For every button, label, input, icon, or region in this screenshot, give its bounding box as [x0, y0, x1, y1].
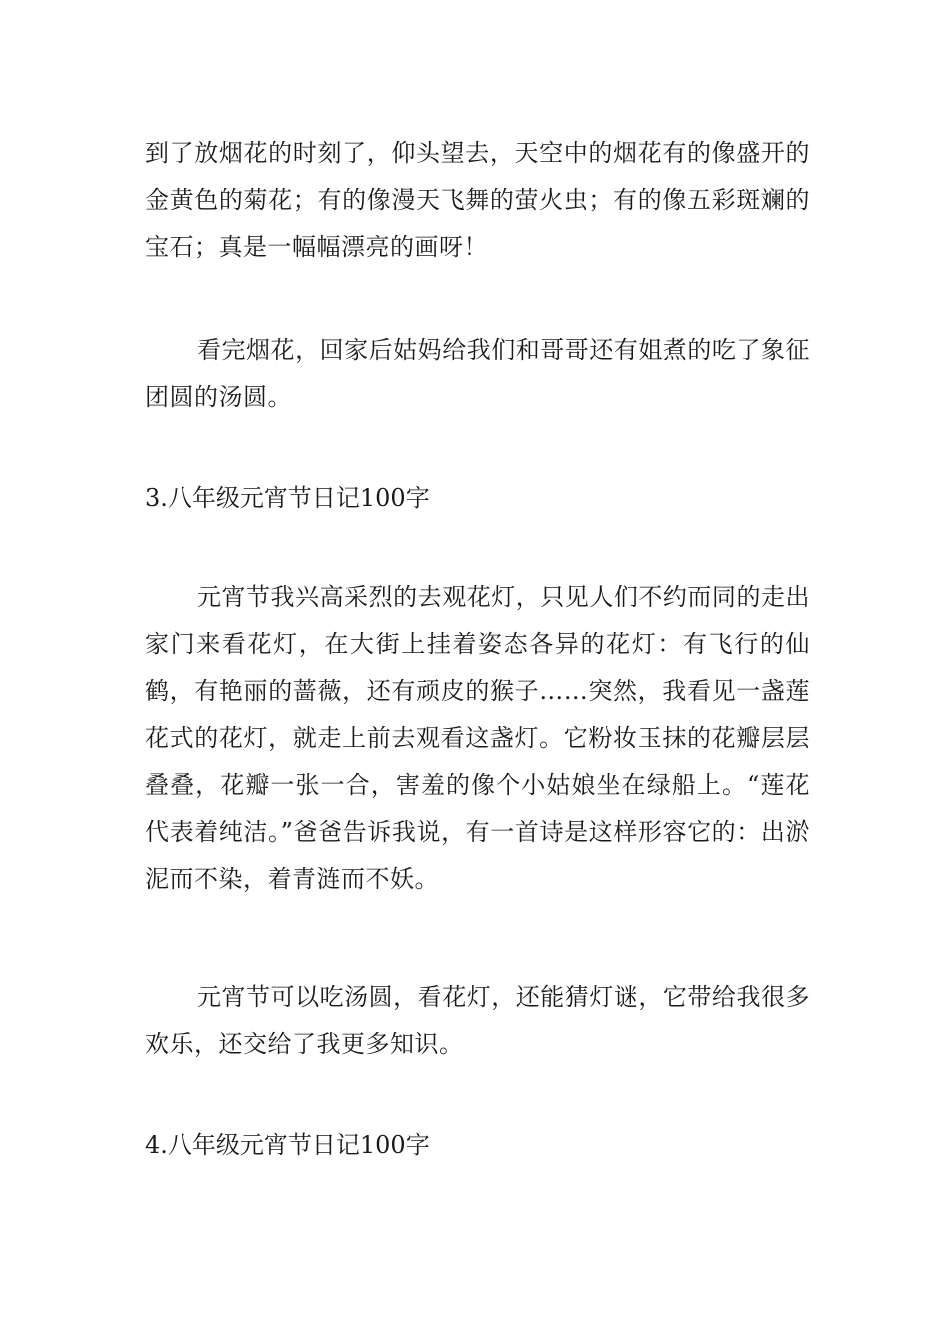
paragraph-tangyuan: 看完烟花，回家后姑妈给我们和哥哥还有姐煮的吃了象征团圆的汤圆。: [145, 336, 810, 411]
paragraph-fireworks: 到了放烟花的时刻了，仰头望去，天空中的烟花有的像盛开的金黄色的菊花；有的像漫天飞舞的萤火虫；有的像五彩斑斓的宝石；真是一幅幅漂亮的画呀！: [145, 139, 810, 261]
paragraph-conclusion: 元宵节可以吃汤圆，看花灯，还能猜灯谜，它带给我很多欢乐，还交给了我更多知识。: [145, 983, 810, 1058]
section-heading-3: 3.八年级元宵节日记100字: [145, 484, 430, 512]
section-heading-4: 4.八年级元宵节日记100字: [145, 1131, 430, 1159]
paragraph-lanterns: 元宵节我兴高采烈的去观花灯，只见人们不约而同的走出家门来看花灯，在大街上挂着姿态各异的花灯：有飞行的仙鹤，有艳丽的蔷薇，还有顽皮的猴子……突然，我看见一盏莲花式的花灯，就走上前去观看这盏灯。它粉妆玉抹的花瓣层层叠叠，花瓣一张一合，害羞的像个小姑娘坐在绿船上。“莲花代表着纯洁。”爸爸告诉我说，有一首诗是这样形容它的：出淤泥而不染，着青涟而不妖。: [145, 583, 810, 893]
